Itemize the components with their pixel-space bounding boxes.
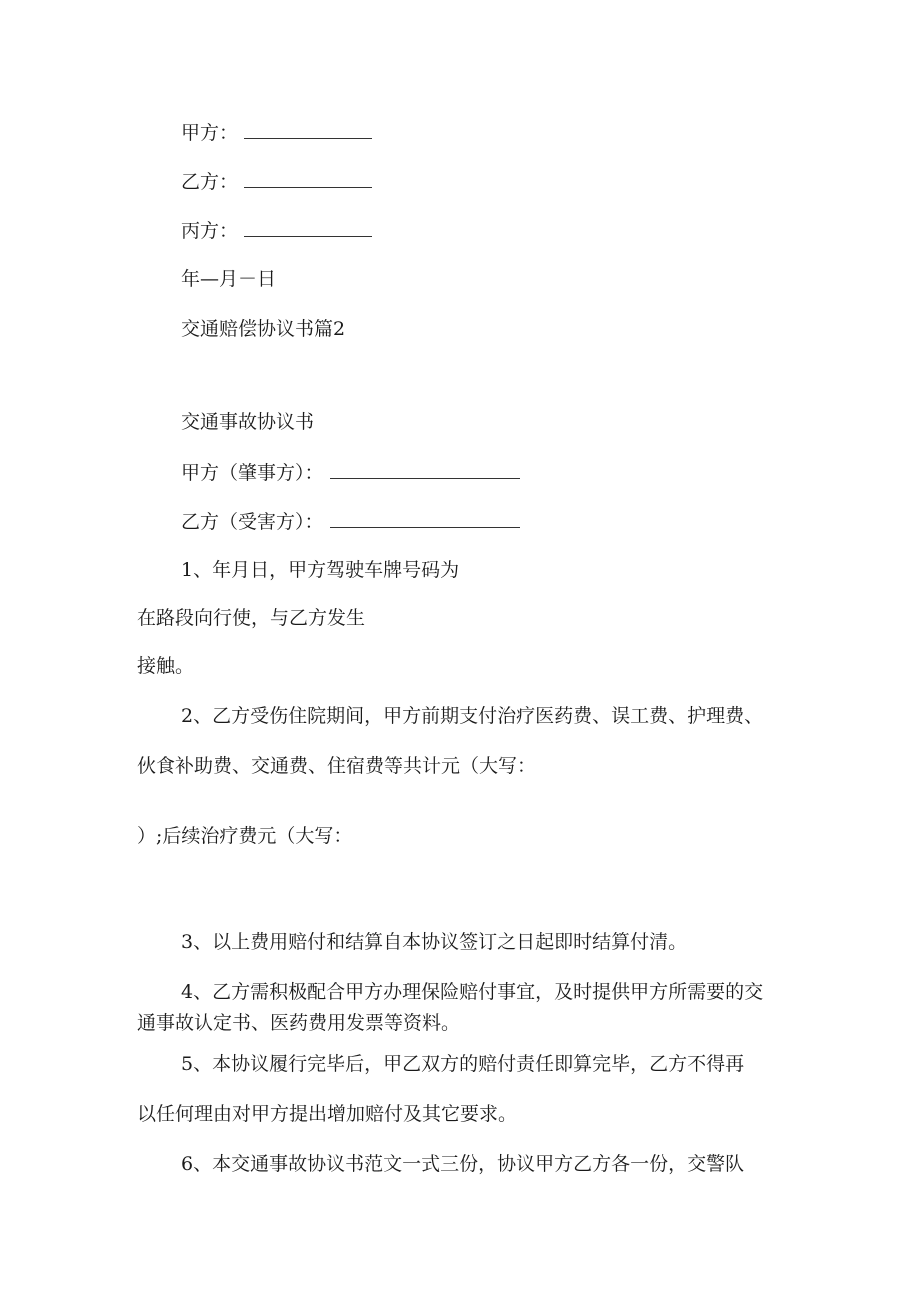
signature-party-a-label: 甲方： xyxy=(181,122,239,144)
signature-line xyxy=(244,137,372,139)
clause-line: 接触。 xyxy=(137,655,195,677)
agreement-party-b xyxy=(181,513,520,532)
signature-party-b xyxy=(181,173,372,192)
clause-line: 通事故认定书、医药费用发票等资料。 xyxy=(137,1012,461,1034)
signature-date: 年—月－日 xyxy=(181,268,277,290)
agreement-party-a xyxy=(181,464,520,483)
agreement-title: 交通事故协议书 xyxy=(181,411,315,433)
signature-party-a xyxy=(181,124,372,143)
clause-line: 伙食补助费、交通费、住宿费等共计元（大写： xyxy=(137,755,537,777)
signature-party-b-label: 乙方： xyxy=(181,171,239,193)
section-heading: 交通赔偿协议书篇2 xyxy=(181,318,346,340)
signature-party-c xyxy=(181,222,372,241)
signature-line xyxy=(244,186,372,188)
fill-line xyxy=(330,526,520,528)
agreement-party-a-label: 甲方（肇事方）： xyxy=(181,462,324,484)
signature-party-c-label: 丙方： xyxy=(181,220,239,242)
clause-line: 1、年月日，甲方驾驶车牌号码为 xyxy=(181,559,460,581)
clause-line: 2、乙方受伤住院期间，甲方前期支付治疗医药费、误工费、护理费、 xyxy=(181,705,764,727)
clause-line: 5、本协议履行完毕后，甲乙双方的赔付责任即算完毕，乙方不得再 xyxy=(181,1053,745,1075)
clause-line: 在路段向行使，与乙方发生 xyxy=(137,607,366,629)
fill-line xyxy=(330,477,520,479)
signature-line xyxy=(244,235,372,237)
clause-line: ）;后续治疗费元（大写： xyxy=(137,825,353,847)
clause-line: 4、乙方需积极配合甲方办理保险赔付事宜，及时提供甲方所需要的交 xyxy=(181,981,764,1003)
clause-line: 6、本交通事故协议书范文一式三份，协议甲方乙方各一份，交警队 xyxy=(181,1153,745,1175)
clause-line: 以任何理由对甲方提出增加赔付及其它要求。 xyxy=(137,1103,518,1125)
clause-line: 3、以上费用赔付和结算自本协议签订之日起即时结算付清。 xyxy=(181,931,688,953)
agreement-party-b-label: 乙方（受害方）： xyxy=(181,511,324,533)
